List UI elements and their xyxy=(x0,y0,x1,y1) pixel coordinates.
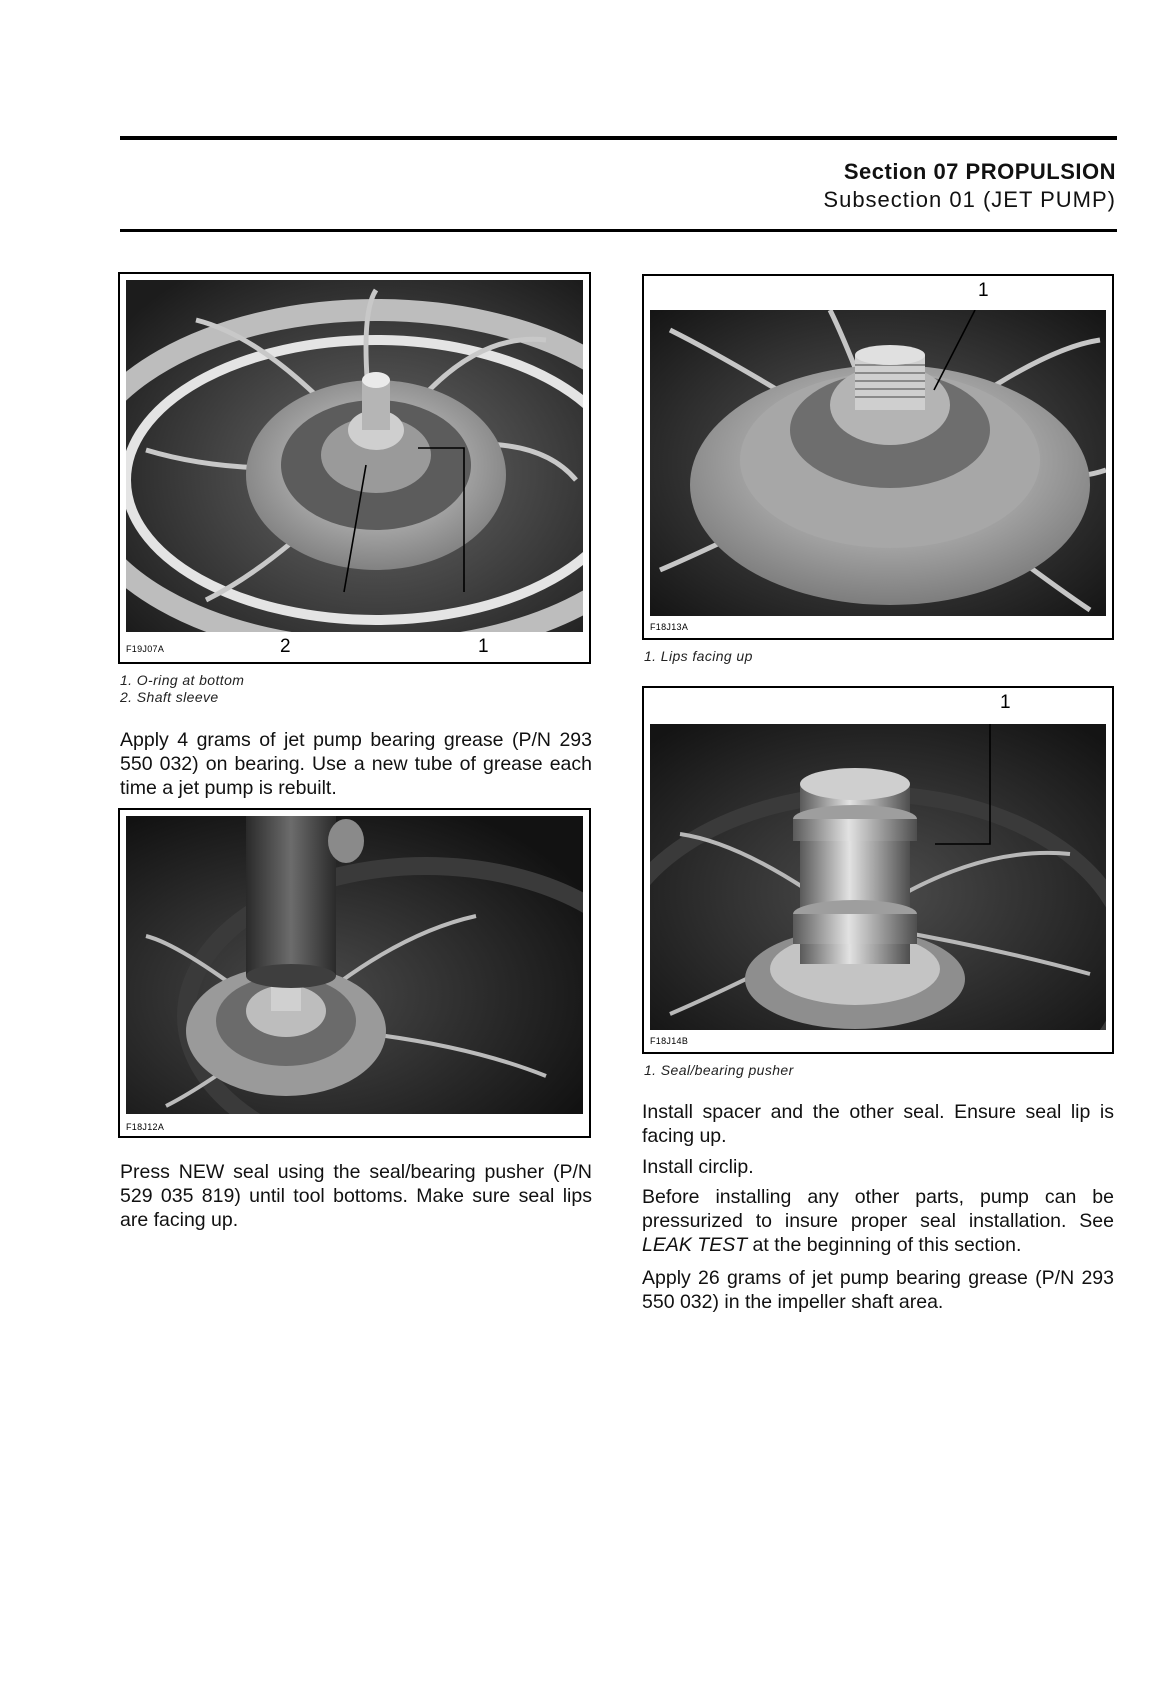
section-title: Section 07 PROPULSION xyxy=(843,159,1116,184)
paragraph-install-spacer: Install spacer and the other seal. Ensure seal lip is facing up. xyxy=(642,1101,1114,1147)
photo-pusher-tool xyxy=(650,724,1106,1030)
legend-figure-1 xyxy=(120,672,244,706)
pressurize-text: Before installing any other parts, pump can be pressurized to insure proper seal installation. See xyxy=(642,1186,1114,1232)
callout-1: 1 xyxy=(1000,692,1011,713)
subsection-title: Subsection 01 (JET PUMP) xyxy=(823,187,1116,212)
legend-item: 1. Seal/bearing pusher xyxy=(644,1062,794,1078)
pressurize-text-end: at the beginning of this section. xyxy=(752,1234,1022,1256)
page-header xyxy=(823,158,1116,214)
figure-lips-facing-up xyxy=(642,274,1114,640)
figure-seal-press-tool xyxy=(118,808,591,1138)
legend-item: 2. Shaft sleeve xyxy=(120,689,219,705)
legend-figure-3 xyxy=(644,648,753,665)
paragraph-install-circlip: Install circlip. xyxy=(642,1156,754,1178)
figure-code: F18J13A xyxy=(650,622,689,632)
paragraph-apply-grease-26g: Apply 26 grams of jet pump bearing grease (P/N 293 550 032) in the impeller shaft area. xyxy=(642,1267,1114,1313)
header-bottom-rule xyxy=(120,229,1117,232)
legend-figure-4 xyxy=(644,1062,794,1079)
paragraph-press-new-seal: Press NEW seal using the seal/bearing pusher (P/N 529 035 819) until tool bottoms. Make sure seal lips are facing up. xyxy=(120,1161,592,1231)
figure-code: F18J12A xyxy=(126,1122,165,1132)
legend-item: 1. Lips facing up xyxy=(644,648,753,664)
header-top-rule xyxy=(120,136,1117,140)
leak-test-reference: LEAK TEST xyxy=(642,1234,748,1256)
callout-2: 2 xyxy=(280,636,291,657)
paragraph-pressurize xyxy=(642,1185,1114,1257)
figure-seal-bearing-pusher xyxy=(642,686,1114,1054)
figure-oring-shaft-sleeve xyxy=(118,272,591,664)
figure-code: F18J14B xyxy=(650,1036,689,1046)
paragraph-apply-grease-4g: Apply 4 grams of jet pump bearing grease (P/N 293 550 032) on bearing. Use a new tube of grease each time a jet pump is rebuilt. xyxy=(120,729,592,799)
photo-seal-press xyxy=(126,816,583,1114)
legend-item: 1. O-ring at bottom xyxy=(120,672,245,688)
photo-impeller-oring xyxy=(126,280,583,632)
callout-1: 1 xyxy=(478,636,489,657)
figure-code: F19J07A xyxy=(126,644,165,654)
photo-shaft-lips xyxy=(650,310,1106,616)
callout-1: 1 xyxy=(978,280,989,301)
